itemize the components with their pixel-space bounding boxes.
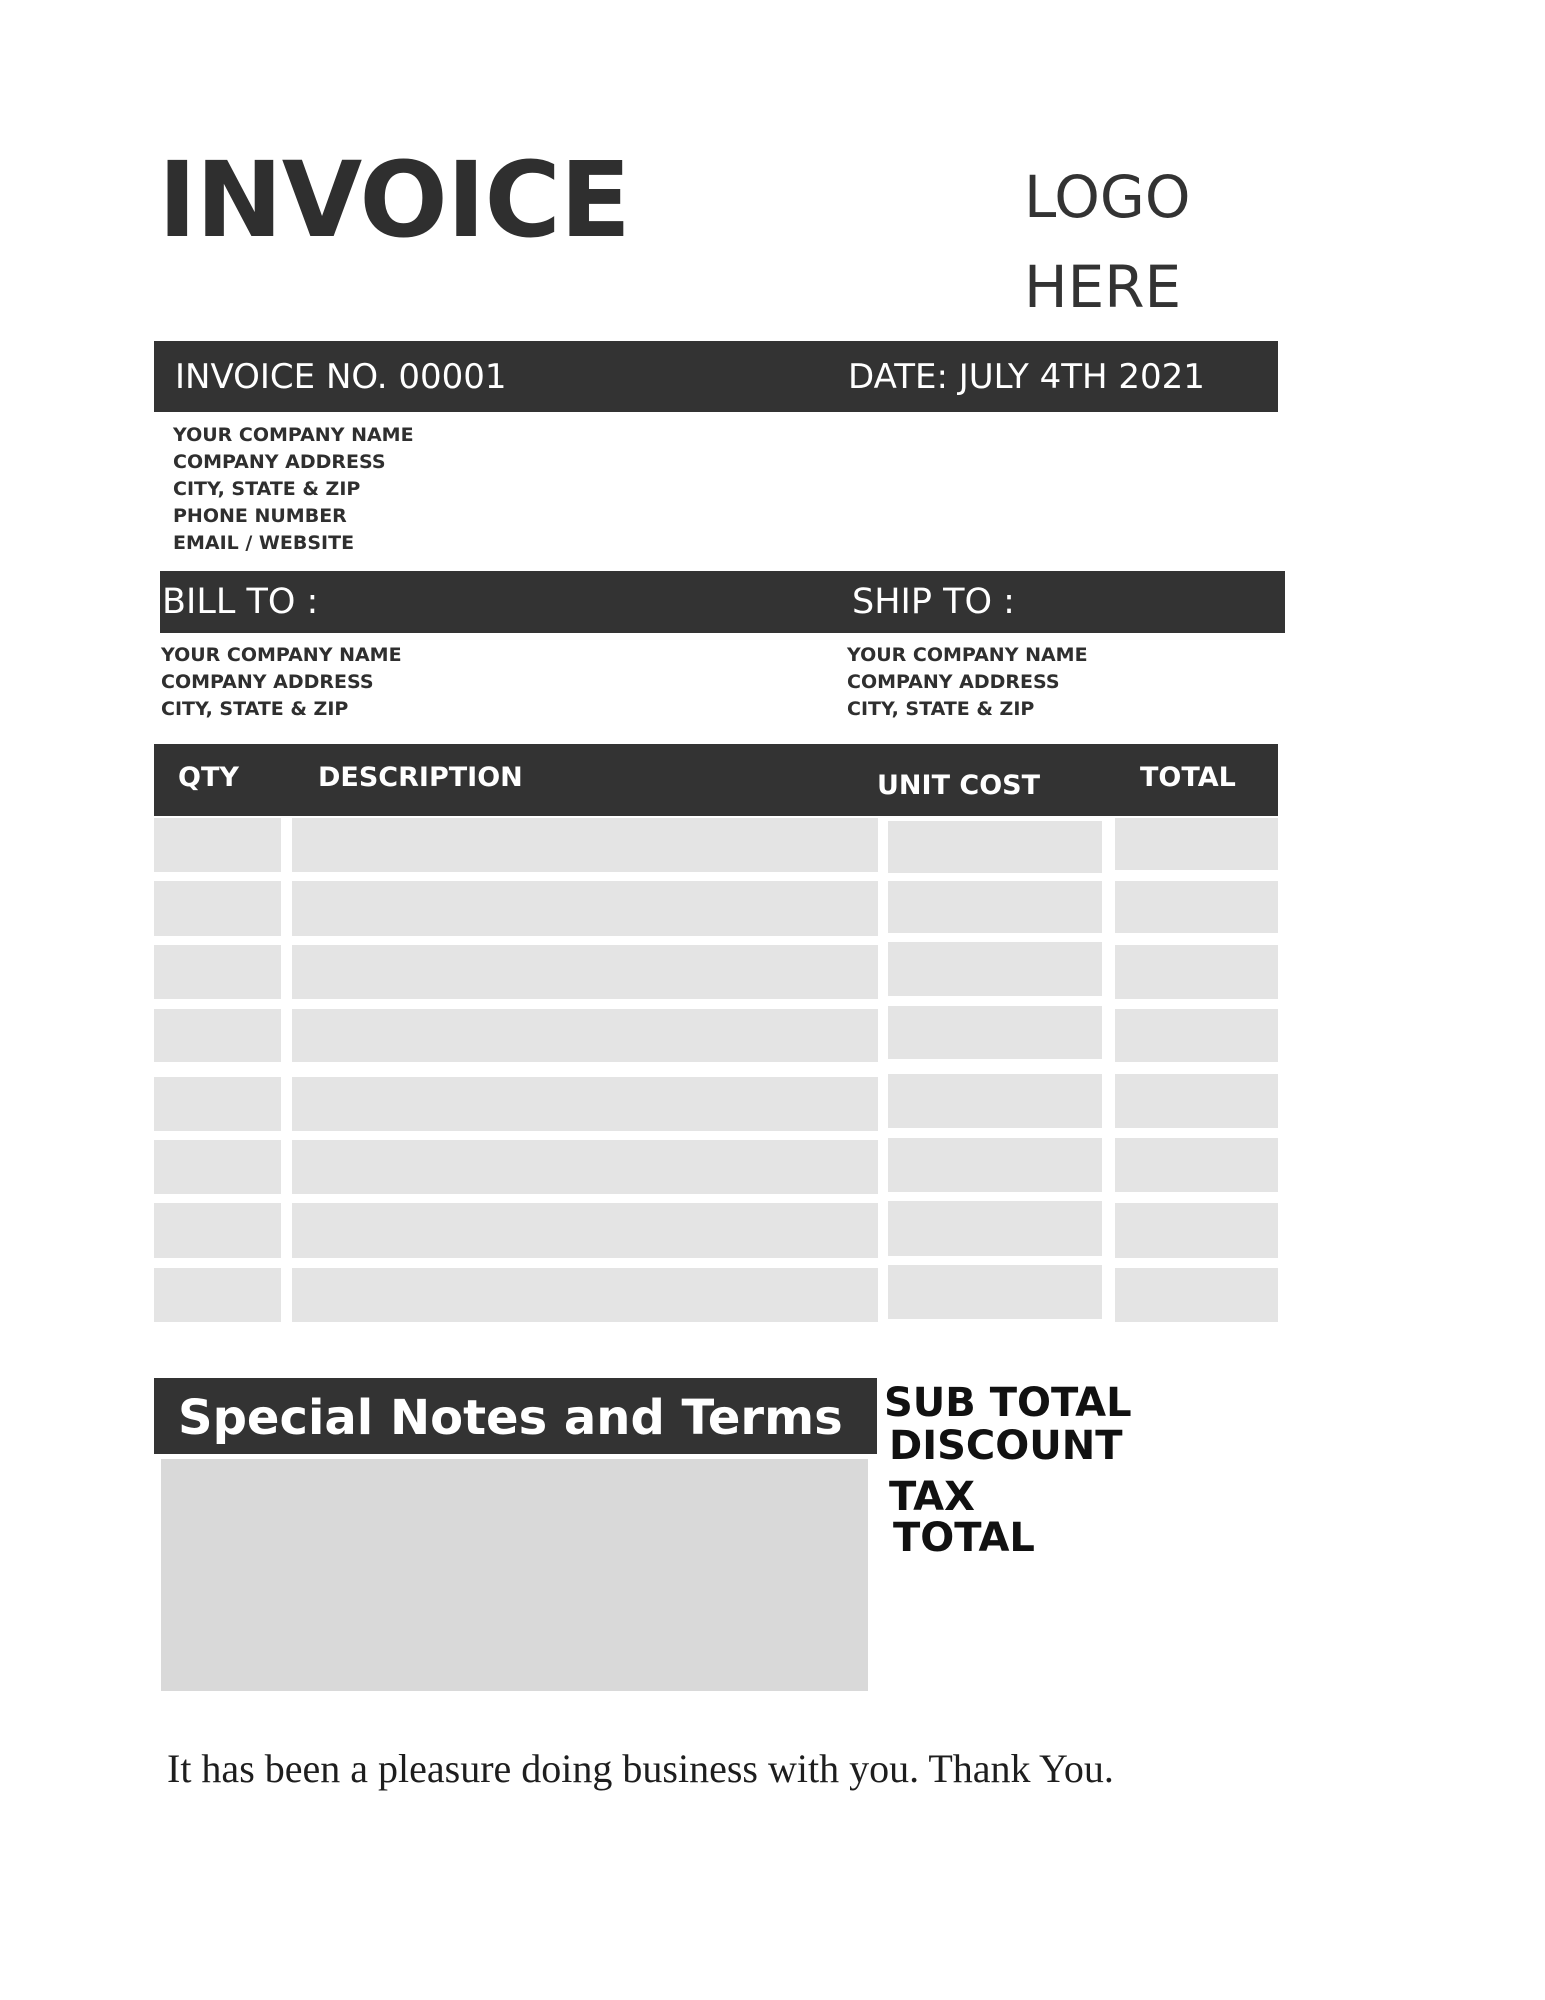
invoice-info-bar bbox=[154, 341, 1278, 412]
sender-email-website: EMAIL / WEBSITE bbox=[173, 532, 355, 554]
qty-cell[interactable] bbox=[154, 1268, 281, 1322]
sub-total-label: SUB TOTAL bbox=[884, 1380, 1132, 1426]
qty-cell[interactable] bbox=[154, 1077, 281, 1131]
description-cell[interactable] bbox=[292, 1268, 878, 1322]
sender-company-address: COMPANY ADDRESS bbox=[173, 451, 386, 473]
sender-info bbox=[173, 422, 414, 557]
tax-label: TAX bbox=[889, 1474, 975, 1520]
logo-placeholder bbox=[1024, 152, 1191, 332]
total-cell[interactable] bbox=[1115, 1203, 1278, 1258]
bill-to-company-address: COMPANY ADDRESS bbox=[161, 671, 374, 693]
ship-to-company-name: YOUR COMPANY NAME bbox=[847, 644, 1088, 666]
column-header-qty: QTY bbox=[178, 762, 239, 793]
description-cell[interactable] bbox=[292, 945, 878, 999]
total-cell[interactable] bbox=[1115, 945, 1278, 999]
notes-heading: Special Notes and Terms bbox=[178, 1390, 843, 1446]
unit-cost-cell[interactable] bbox=[888, 881, 1102, 933]
column-header-unit-cost: UNIT COST bbox=[877, 770, 1041, 801]
thank-you-message: It has been a pleasure doing business with you. Thank You. bbox=[167, 1746, 1114, 1791]
column-header-total: TOTAL bbox=[1140, 762, 1236, 793]
sender-phone-number: PHONE NUMBER bbox=[173, 505, 347, 527]
qty-cell[interactable] bbox=[154, 1203, 281, 1258]
unit-cost-cell[interactable] bbox=[888, 1138, 1102, 1192]
bill-to-company-name: YOUR COMPANY NAME bbox=[161, 644, 402, 666]
unit-cost-cell[interactable] bbox=[888, 942, 1102, 996]
total-label: TOTAL bbox=[893, 1515, 1035, 1561]
logo-line-2: HERE bbox=[1024, 253, 1182, 321]
description-cell[interactable] bbox=[292, 1077, 878, 1131]
invoice-title: INVOICE bbox=[158, 139, 630, 261]
qty-cell[interactable] bbox=[154, 945, 281, 999]
total-cell[interactable] bbox=[1115, 1009, 1278, 1062]
notes-heading-bar bbox=[154, 1378, 877, 1454]
description-cell[interactable] bbox=[292, 1009, 878, 1062]
bill-to-city-state-zip: CITY, STATE & ZIP bbox=[161, 698, 349, 720]
description-cell[interactable] bbox=[292, 1203, 878, 1258]
notes-box[interactable] bbox=[161, 1459, 868, 1691]
discount-label: DISCOUNT bbox=[889, 1423, 1123, 1469]
ship-to-company-address: COMPANY ADDRESS bbox=[847, 671, 1060, 693]
unit-cost-cell[interactable] bbox=[888, 1201, 1102, 1256]
ship-to-info bbox=[847, 642, 1088, 723]
qty-cell[interactable] bbox=[154, 1009, 281, 1062]
unit-cost-cell[interactable] bbox=[888, 1074, 1102, 1128]
total-cell[interactable] bbox=[1115, 1074, 1278, 1128]
invoice-date: DATE: JULY 4TH 2021 bbox=[848, 357, 1205, 397]
column-header-description: DESCRIPTION bbox=[318, 762, 523, 793]
total-cell[interactable] bbox=[1115, 1268, 1278, 1322]
unit-cost-cell[interactable] bbox=[888, 1006, 1102, 1059]
total-cell[interactable] bbox=[1115, 881, 1278, 933]
bill-ship-bar bbox=[160, 571, 1285, 633]
total-cell[interactable] bbox=[1115, 818, 1278, 870]
invoice-number: INVOICE NO. 00001 bbox=[175, 357, 507, 397]
sender-city-state-zip: CITY, STATE & ZIP bbox=[173, 478, 361, 500]
qty-cell[interactable] bbox=[154, 881, 281, 936]
description-cell[interactable] bbox=[292, 818, 878, 872]
description-cell[interactable] bbox=[292, 881, 878, 936]
bill-to-info bbox=[161, 642, 402, 723]
ship-to-label: SHIP TO : bbox=[852, 582, 1015, 622]
sender-company-name: YOUR COMPANY NAME bbox=[173, 424, 414, 446]
unit-cost-cell[interactable] bbox=[888, 1265, 1102, 1319]
ship-to-city-state-zip: CITY, STATE & ZIP bbox=[847, 698, 1035, 720]
logo-line-1: LOGO bbox=[1024, 163, 1191, 231]
unit-cost-cell[interactable] bbox=[888, 821, 1102, 873]
qty-cell[interactable] bbox=[154, 818, 281, 872]
description-cell[interactable] bbox=[292, 1140, 878, 1194]
qty-cell[interactable] bbox=[154, 1140, 281, 1194]
bill-to-label: BILL TO : bbox=[162, 582, 319, 622]
total-cell[interactable] bbox=[1115, 1138, 1278, 1192]
table-header bbox=[154, 744, 1278, 816]
